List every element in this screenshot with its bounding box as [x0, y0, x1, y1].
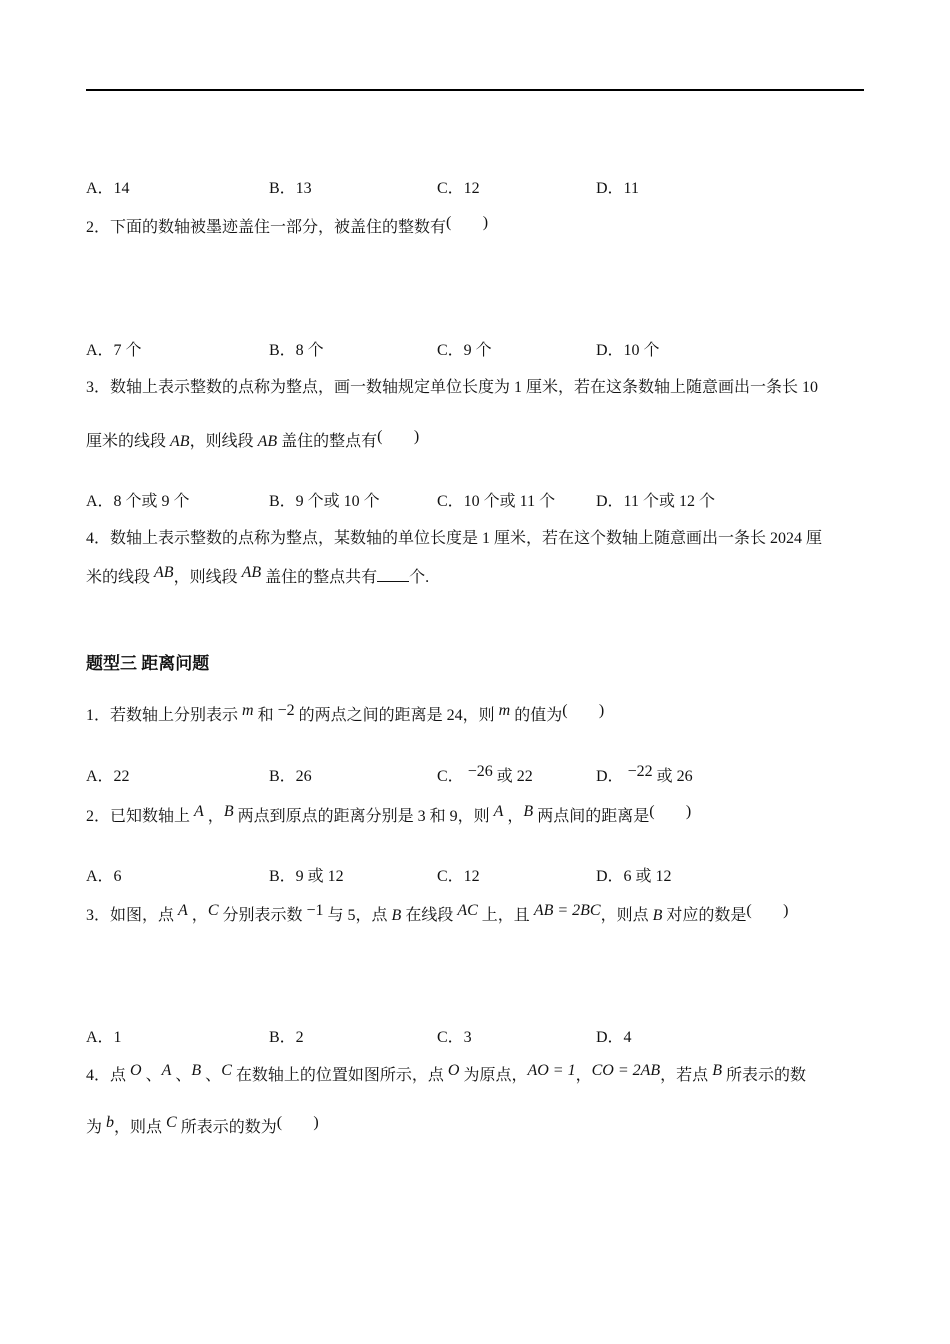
- answer-paren: ( ): [649, 803, 692, 820]
- q3-option-c: C．10 个或 11 个: [437, 493, 556, 510]
- s3q2-stem: 2．已知数轴上 A ，B 两点到原点的距离分别是 3 和 9，则 A ，B 两点间的距离是( ): [86, 803, 692, 825]
- s3q2-option-b: B．9 或 12: [269, 868, 344, 885]
- s3q1-option-b: B．26: [269, 768, 312, 785]
- s3q1-option-c: C． −26 或 22: [437, 763, 533, 785]
- q4-stem-line2: 米的线段 AB，则线段 AB 盖住的整点共有 个.: [86, 564, 430, 586]
- fill-blank: [377, 567, 409, 582]
- math-ab: AB: [170, 433, 190, 450]
- s3q4-stem-line2: 为 b，则点 C 所表示的数为( ): [86, 1114, 319, 1136]
- q3-option-d: D．11 个或 12 个: [596, 493, 715, 510]
- s3q1-stem: 1．若数轴上分别表示 m 和 −2 的两点之间的距离是 24，则 m 的值为( ): [86, 702, 605, 724]
- q1-option-b: B．13: [269, 180, 312, 197]
- s3q4-stem-line1: 4．点 O 、A 、B 、C 在数轴上的位置如图所示，点 O 为原点，AO = 1，CO = 2AB，若点 B 所表示的数: [86, 1062, 806, 1084]
- s3q3-option-a: A．1: [86, 1029, 122, 1046]
- q1-option-a: A．14: [86, 180, 130, 197]
- header-rule: [86, 89, 864, 91]
- s3q3-options: [86, 1027, 864, 1049]
- q2-option-c: C．9 个: [437, 342, 492, 359]
- s3q2-option-c: C．12: [437, 868, 480, 885]
- s3q3-option-c: C．3: [437, 1029, 472, 1046]
- q3-option-b: B．9 个或 10 个: [269, 493, 380, 510]
- answer-paren: ( ): [276, 1114, 319, 1131]
- s3q1-options: [86, 763, 864, 788]
- s3q2-options: [86, 866, 864, 888]
- q4-stem-line1: 4．数轴上表示整数的点称为整点，某数轴的单位长度是 1 厘米，若在这个数轴上随意画出一条长 2024 厘: [86, 530, 823, 547]
- math-ab: AB: [154, 564, 174, 581]
- answer-paren: ( ): [377, 428, 420, 445]
- s3q2-option-d: D．6 或 12: [596, 868, 672, 885]
- q1-option-d: D．11: [596, 180, 639, 197]
- q2-option-a: A．7 个: [86, 342, 142, 359]
- s3q1-option-d: D． −22 或 26: [596, 763, 693, 785]
- math-ab: AB: [241, 564, 262, 581]
- q3-options: [86, 491, 864, 513]
- section-title: 题型三 距离问题: [86, 654, 210, 673]
- q3-stem-line2: 厘米的线段 AB，则线段 AB 盖住的整点有( ): [86, 428, 420, 450]
- s3q3-option-d: D．4: [596, 1029, 632, 1046]
- q2-option-b: B．8 个: [269, 342, 324, 359]
- math-ab: AB: [257, 433, 278, 450]
- q2-option-d: D．10 个: [596, 342, 660, 359]
- s3q1-option-a: A．22: [86, 768, 130, 785]
- q3-option-a: A．8 个或 9 个: [86, 493, 190, 510]
- q2-stem: [86, 214, 489, 238]
- answer-paren: ( ): [562, 702, 605, 719]
- s3q3-option-b: B．2: [269, 1029, 304, 1046]
- q2-options: [86, 340, 864, 362]
- answer-paren: ( ): [446, 214, 489, 231]
- q2-text: 2．下面的数轴被墨迹盖住一部分，被盖住的整数有: [86, 219, 447, 236]
- q1-option-c: C．12: [437, 180, 480, 197]
- q1-options: [86, 178, 864, 200]
- s3q2-option-a: A．6: [86, 868, 122, 885]
- s3q3-stem: 3．如图，点 A ，C 分别表示数 −1 与 5，点 B 在线段 AC 上，且 AB = 2BC，则点 B 对应的数是( ): [86, 902, 789, 924]
- answer-paren: ( ): [746, 902, 789, 919]
- q3-stem-line1: 3．数轴上表示整数的点称为整点，画一数轴规定单位长度为 1 厘米，若在这条数轴上随意画出一条长 10: [86, 379, 819, 396]
